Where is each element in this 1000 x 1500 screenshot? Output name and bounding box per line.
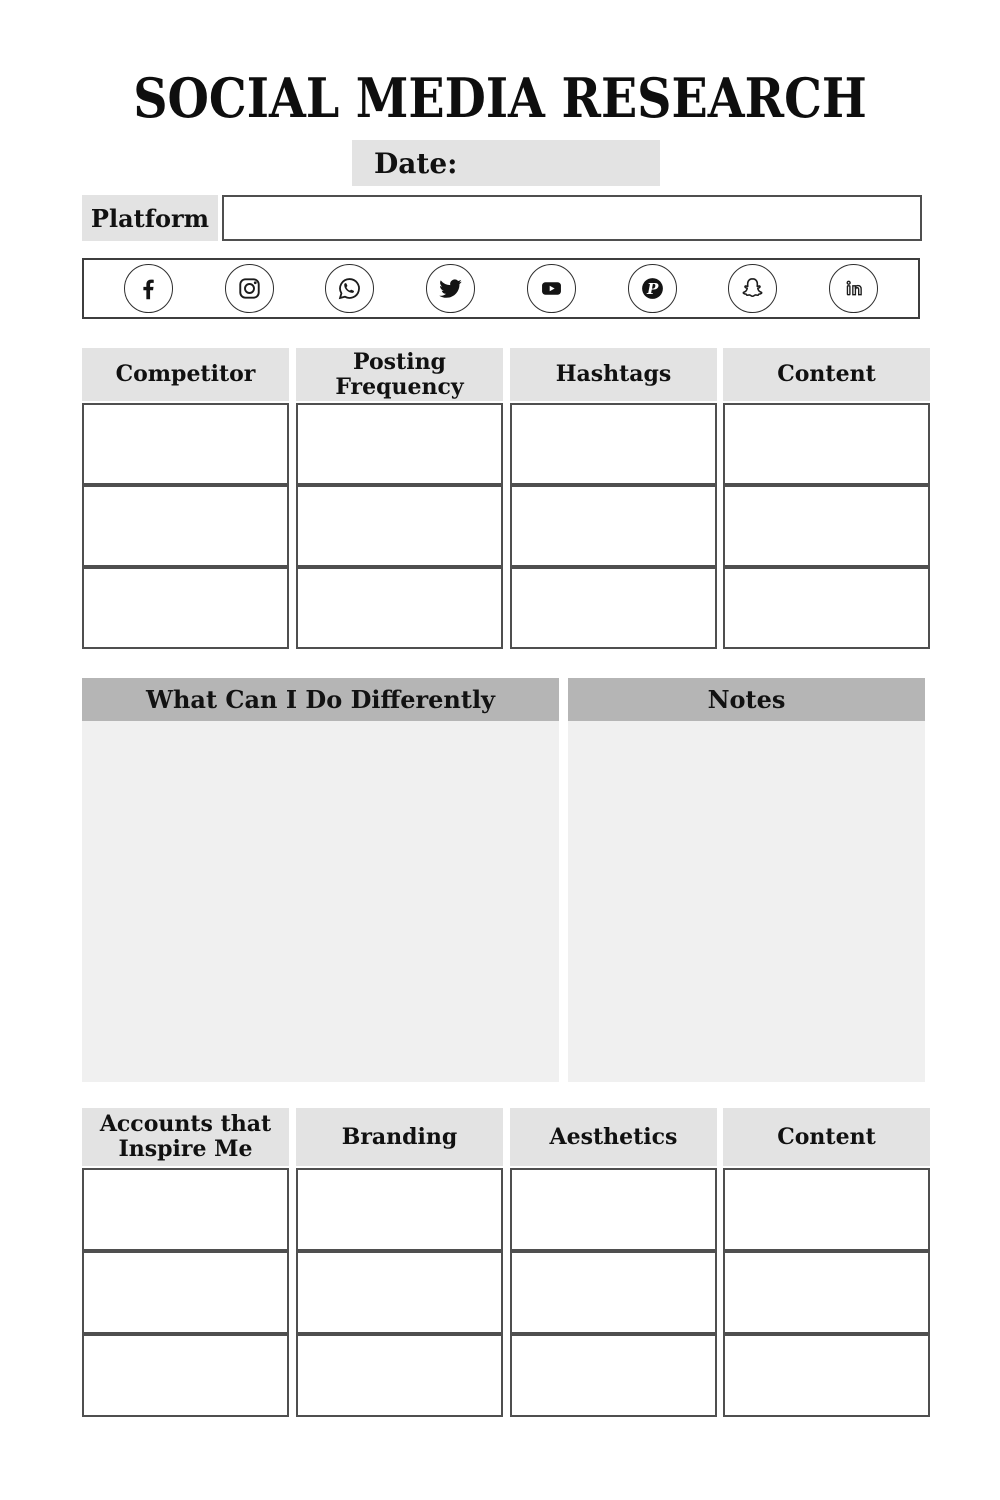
table-cell[interactable] [723,403,930,485]
table-cell[interactable] [510,403,717,485]
table-cell[interactable] [82,567,289,649]
pinterest-icon[interactable] [628,264,677,313]
date-box [352,140,660,186]
table-cell[interactable] [296,485,503,567]
content-inspiration-column [723,1108,930,1417]
column-header: Content [723,1108,930,1166]
column-header: Posting Frequency [296,348,503,401]
svg-text:P: P [646,280,659,299]
twitter-icon[interactable] [426,264,475,313]
column-header: Accounts that Inspire Me [82,1108,289,1166]
accounts-that-inspire-me-column [82,1108,289,1417]
differently-notes-area[interactable] [82,721,559,1082]
table-cell[interactable] [723,567,930,649]
platform-icons-bar [82,258,920,319]
posting-frequency-column [296,348,503,649]
table-cell[interactable] [296,567,503,649]
aesthetics-column [510,1108,717,1417]
table-cell[interactable] [296,1168,503,1251]
instagram-icon[interactable] [225,264,274,313]
panel-title: What Can I Do Differently [82,678,559,721]
platform-input-field[interactable] [222,195,922,241]
table-cell[interactable] [510,485,717,567]
branding-column [296,1108,503,1417]
table-cell[interactable] [296,403,503,485]
table-cell[interactable] [510,1168,717,1251]
notes-panel [568,678,925,1082]
facebook-icon[interactable] [124,264,173,313]
date-entry-field[interactable] [458,140,660,186]
snapchat-icon[interactable] [728,264,777,313]
youtube-icon[interactable] [527,264,576,313]
notes-area[interactable] [568,721,925,1082]
table-cell[interactable] [82,1334,289,1417]
table-cell[interactable] [723,1251,930,1334]
panel-title: Notes [568,678,925,721]
what-can-i-do-differently-panel [82,678,559,1082]
table-cell[interactable] [82,1168,289,1251]
whatsapp-icon[interactable] [325,264,374,313]
content-column [723,348,930,649]
table-cell[interactable] [296,1334,503,1417]
date-label: Date: [374,146,458,180]
column-header: Hashtags [510,348,717,401]
page-title: SOCIAL MEDIA RESEARCH [133,66,867,130]
column-header: Branding [296,1108,503,1166]
table-cell[interactable] [82,403,289,485]
column-header: Aesthetics [510,1108,717,1166]
table-cell[interactable] [510,567,717,649]
table-cell[interactable] [723,1334,930,1417]
table-cell[interactable] [82,1251,289,1334]
table-cell[interactable] [723,485,930,567]
column-header: Competitor [82,348,289,401]
platform-label: Platform [82,195,218,241]
table-cell[interactable] [723,1168,930,1251]
table-cell[interactable] [510,1251,717,1334]
hashtags-column [510,348,717,649]
linkedin-icon[interactable] [829,264,878,313]
table-cell[interactable] [82,485,289,567]
column-header: Content [723,348,930,401]
table-cell[interactable] [510,1334,717,1417]
table-cell[interactable] [296,1251,503,1334]
competitor-column [82,348,289,649]
